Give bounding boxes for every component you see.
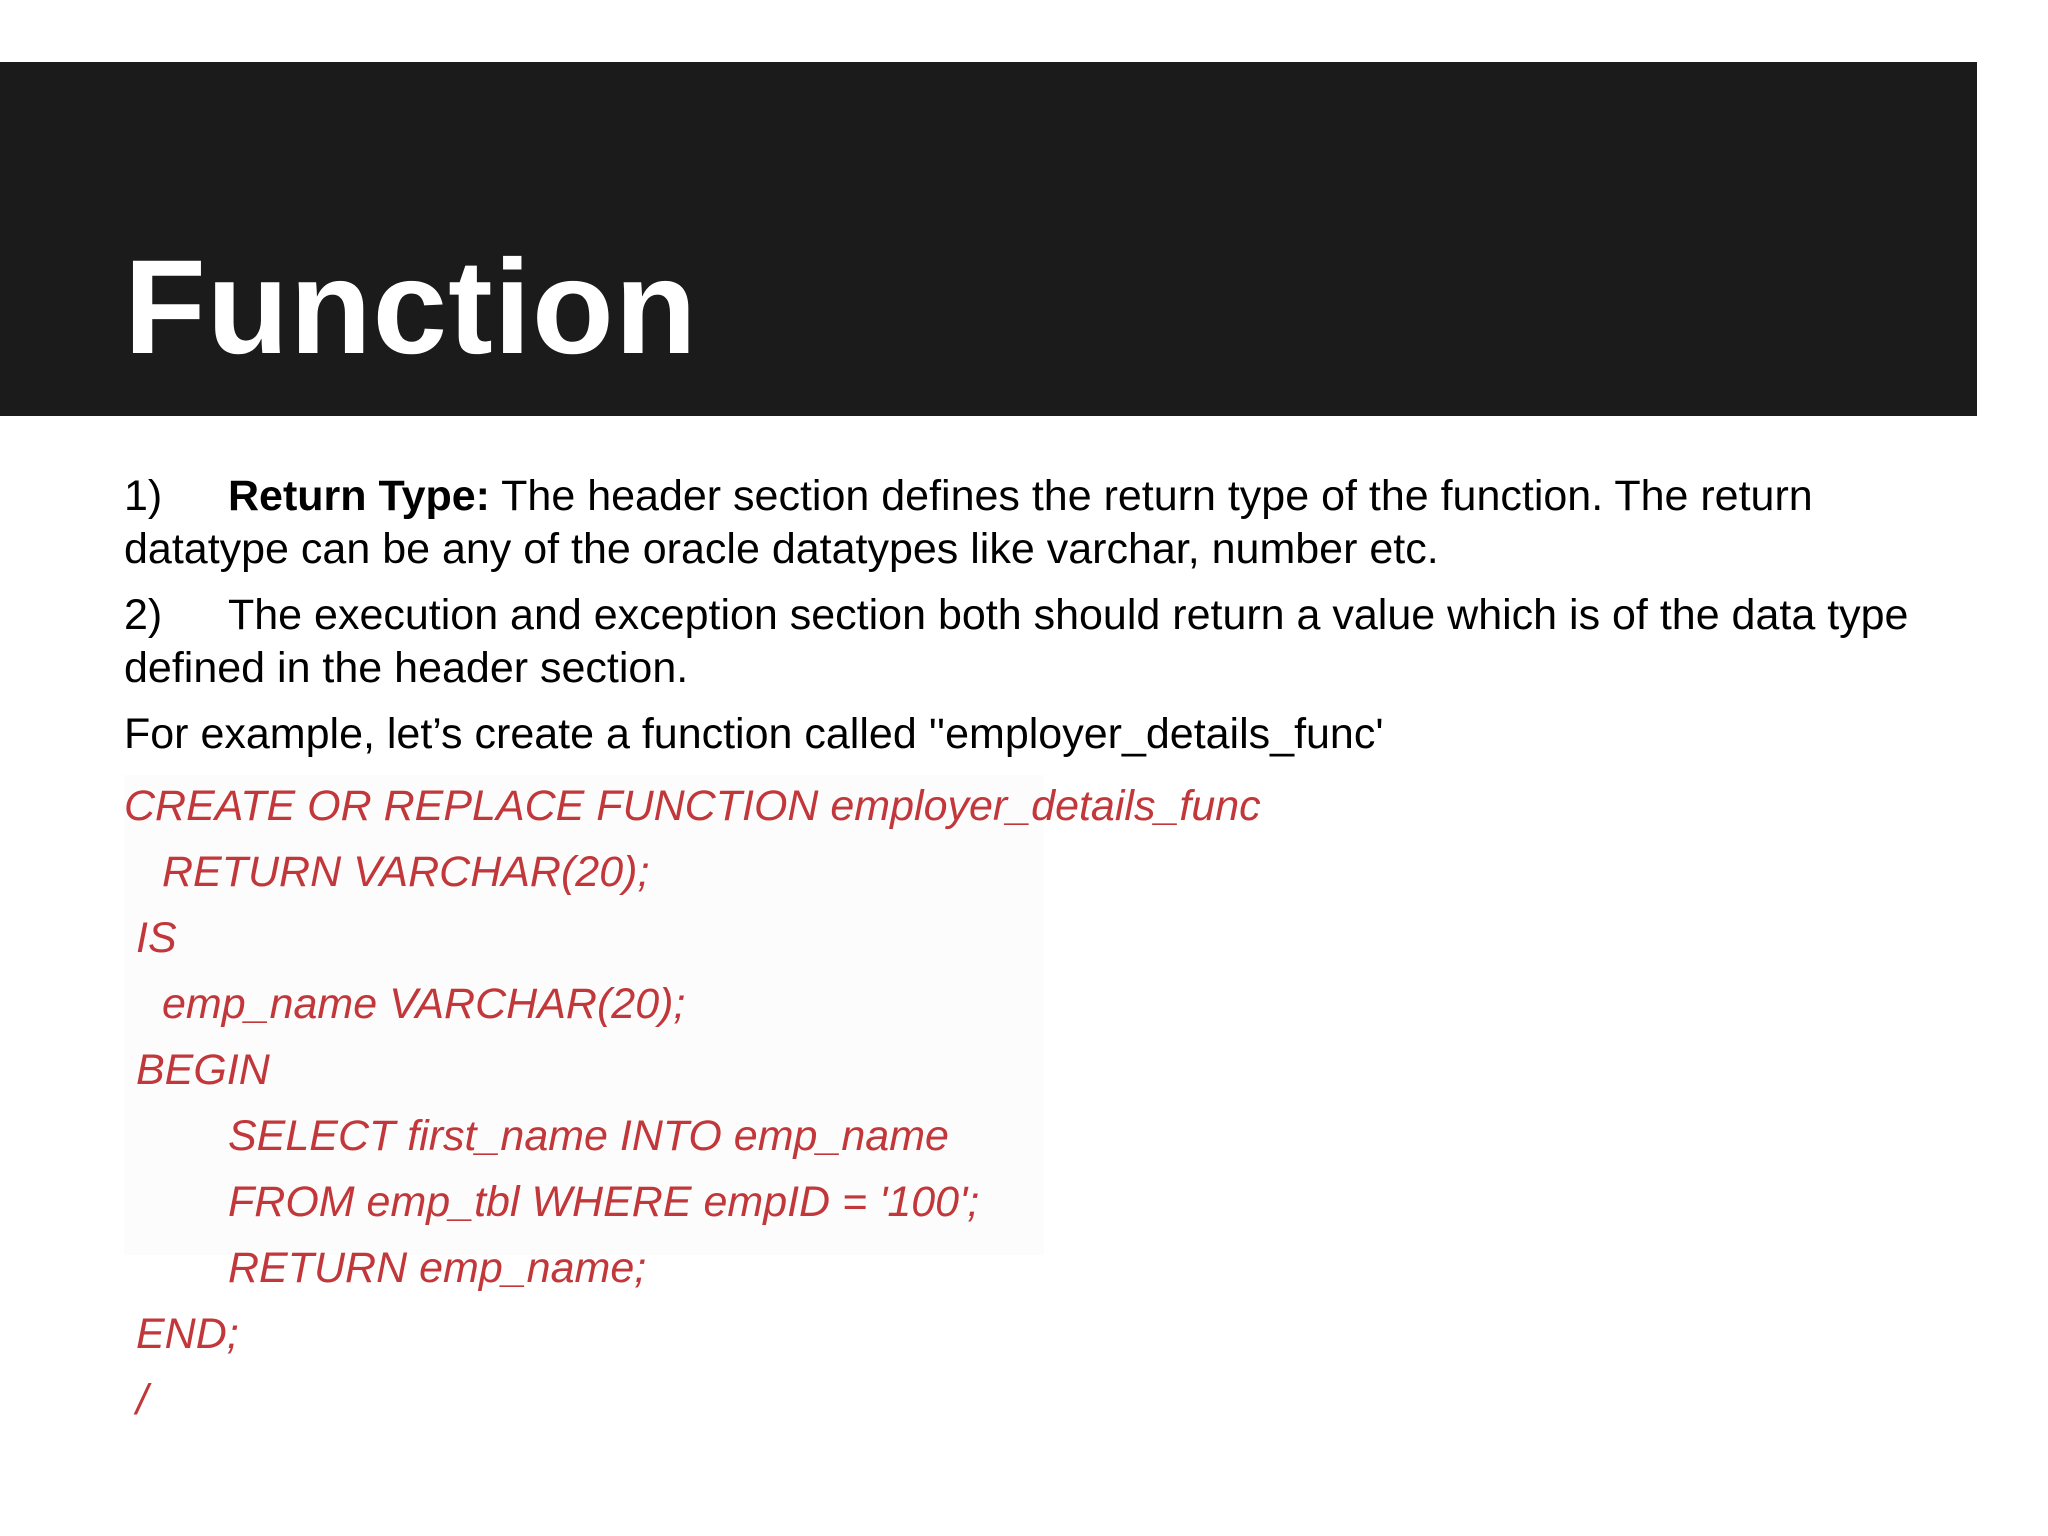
slide-body [124, 470, 1954, 774]
slide-title: Function [124, 233, 698, 382]
code-line: RETURN emp_name; [228, 1244, 647, 1292]
list-item [124, 589, 1954, 695]
item-number: 2) [124, 591, 163, 639]
list-item [124, 470, 1954, 576]
code-line: / [136, 1376, 148, 1424]
code-line: END; [136, 1310, 239, 1358]
item-number: 1) [124, 472, 163, 520]
code-line: emp_name VARCHAR(20); [162, 980, 686, 1028]
item-text: The header section defines the return type of the function. The return datatype can be any of the oracle datatypes like varchar, number etc. [124, 472, 1813, 573]
code-line: IS [136, 914, 177, 962]
example-intro: For example, let’s create a function called ''employer_details_func' [124, 710, 1384, 758]
item-text: The execution and exception section both should return a value which is of the data type defined in the header section. [124, 591, 1909, 692]
code-block [124, 780, 1261, 1440]
item-bold-label: Return Type: [228, 472, 490, 520]
code-line: BEGIN [136, 1046, 270, 1094]
code-line: SELECT first_name INTO emp_name [228, 1112, 949, 1160]
code-line: FROM emp_tbl WHERE empID = '100'; [228, 1178, 980, 1226]
code-line: CREATE OR REPLACE FUNCTION employer_details_func [124, 782, 1261, 830]
code-line: RETURN VARCHAR(20); [162, 848, 650, 896]
